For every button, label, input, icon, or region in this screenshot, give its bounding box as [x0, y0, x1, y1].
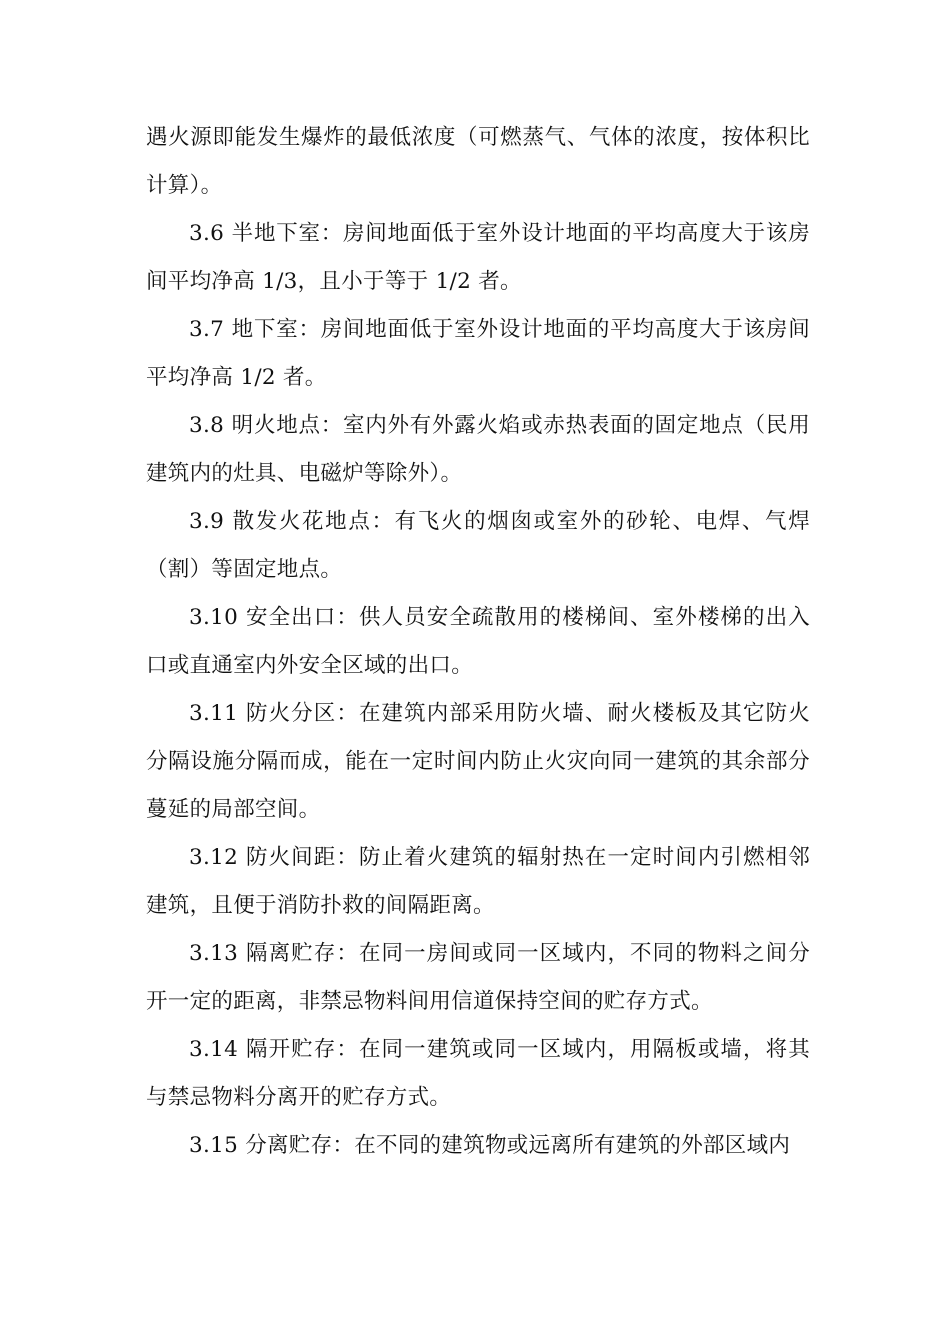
document-body	[146, 114, 810, 1170]
paragraph-continuation: 遇火源即能发生爆炸的最低浓度（可燃蒸气、气体的浓度，按体积比计算）。	[146, 125, 810, 198]
paragraph-3-14: 3.14 隔开贮存：在同一建筑或同一区域内，用隔板或墙，将其与禁忌物料分离开的贮存方式。	[146, 1037, 810, 1110]
paragraph-3-11: 3.11 防火分区：在建筑内部采用防火墙、耐火楼板及其它防火分隔设施分隔而成，能在一定时间内防止火灾向同一建筑的其余部分蔓延的局部空间。	[146, 701, 810, 822]
paragraph-3-8: 3.8 明火地点：室内外有外露火焰或赤热表面的固定地点（民用建筑内的灶具、电磁炉等除外）。	[146, 413, 810, 486]
paragraph-3-13: 3.13 隔离贮存：在同一房间或同一区域内，不同的物料之间分开一定的距离，非禁忌物料间用信道保持空间的贮存方式。	[146, 941, 810, 1014]
paragraph-3-9: 3.9 散发火花地点：有飞火的烟囱或室外的砂轮、电焊、气焊（割）等固定地点。	[146, 509, 810, 582]
paragraph-3-7: 3.7 地下室：房间地面低于室外设计地面的平均高度大于该房间平均净高 1/2 者。	[146, 317, 810, 390]
paragraph-3-10: 3.10 安全出口：供人员安全疏散用的楼梯间、室外楼梯的出入口或直通室内外安全区域的出口。	[146, 605, 810, 678]
paragraph-3-12: 3.12 防火间距：防止着火建筑的辐射热在一定时间内引燃相邻建筑，且便于消防扑救的间隔距离。	[146, 845, 810, 918]
paragraph-3-15: 3.15 分离贮存：在不同的建筑物或远离所有建筑的外部区域内	[189, 1133, 791, 1158]
paragraph-3-6: 3.6 半地下室：房间地面低于室外设计地面的平均高度大于该房间平均净高 1/3，且小于等于 1/2 者。	[146, 221, 810, 294]
